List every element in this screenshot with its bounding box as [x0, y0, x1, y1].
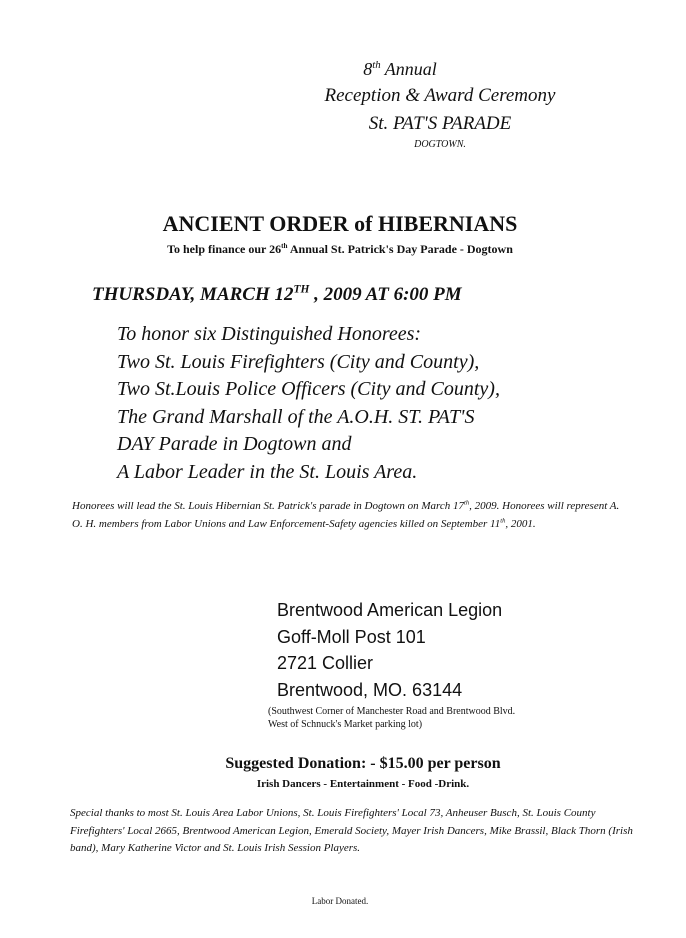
annual-label: Annual: [384, 59, 437, 79]
honorees-line: DAY Parade in Dogtown and: [117, 433, 352, 456]
venue-line: Brentwood American Legion: [277, 600, 503, 620]
honoree-note-part: Honorees will lead the St. Louis Hibernian St. Patrick's parade in Dogtown on March 17: [72, 500, 465, 512]
footer-note: Labor Donated.: [311, 896, 369, 906]
honoree-note-part: , 2001.: [505, 517, 536, 530]
subtitle-suffix: th: [281, 242, 288, 250]
event-date-suffix: TH: [293, 283, 310, 296]
honoree-note: [72, 498, 632, 533]
honorees-line: Two St. Louis Firefighters (City and County),: [117, 350, 480, 373]
venue-line: 2721 Collier: [277, 653, 374, 673]
special-thanks: Special thanks to most St. Louis Area Labor Unions, St. Louis Firefighters' Local 73, Anheuser Busch, St. Louis County Firefighters' Local 2665, Brentwood American Legion, Emerald Society, Mayer Irish Dancers, Mike Brassil, Black Thorn (Irish band), Mary Katherine Victor and St. Louis Irish Session Players.: [70, 807, 633, 854]
header-location: DOGTOWN.: [414, 139, 466, 150]
suggested-donation: Suggested Donation: - $15.00 per person: [225, 755, 501, 772]
honoree-note-suffix: th: [464, 499, 470, 507]
event-date-start: THURSDAY, MARCH 12: [92, 284, 294, 305]
honorees-line: Two St.Louis Police Officers (City and County),: [117, 378, 500, 401]
organization-subtitle: [100, 241, 580, 257]
venue-line: Goff-Moll Post 101: [277, 626, 426, 647]
subtitle-start: To help finance our 26: [167, 242, 282, 256]
header-parade: St. PAT'S PARADE: [368, 113, 512, 134]
subtitle-end: Annual St. Patrick's Day Parade - Dogtown: [287, 242, 513, 256]
venue-line: Brentwood, MO. 63144: [277, 679, 463, 700]
venue-directions: [268, 705, 515, 731]
header-reception: Reception & Award Ceremony: [324, 85, 556, 106]
honorees-line: A Labor Leader in the St. Louis Area.: [117, 460, 418, 483]
honorees-list: [117, 321, 500, 487]
event-date: [92, 283, 462, 307]
honoree-note-suffix: th: [500, 516, 506, 524]
venue-directions-line: (Southwest Corner of Manchester Road and Brentwood Blvd.: [268, 706, 516, 717]
entertainment-list: Irish Dancers - Entertainment - Food -Drink.: [256, 778, 470, 790]
honoree-note-part: , 2009. Honorees will represent A. O. H. members from Labor Unions and Law Enforcement-Safety agencies killed on September 11: [72, 500, 620, 530]
honorees-line: To honor six Distinguished Honorees:: [117, 323, 422, 345]
annual-number-suffix: th: [372, 59, 381, 71]
event-date-end: , 2009 AT 6:00 PM: [309, 284, 462, 305]
header-annual: [300, 58, 500, 80]
annual-number: 8: [363, 59, 373, 79]
venue-directions-line: West of Schnuck's Market parking lot): [268, 719, 423, 730]
venue-address: [277, 597, 502, 703]
organization-title: ANCIENT ORDER of HIBERNIANS: [162, 211, 518, 236]
honorees-line: The Grand Marshall of the A.O.H. ST. PAT'S: [117, 405, 475, 428]
